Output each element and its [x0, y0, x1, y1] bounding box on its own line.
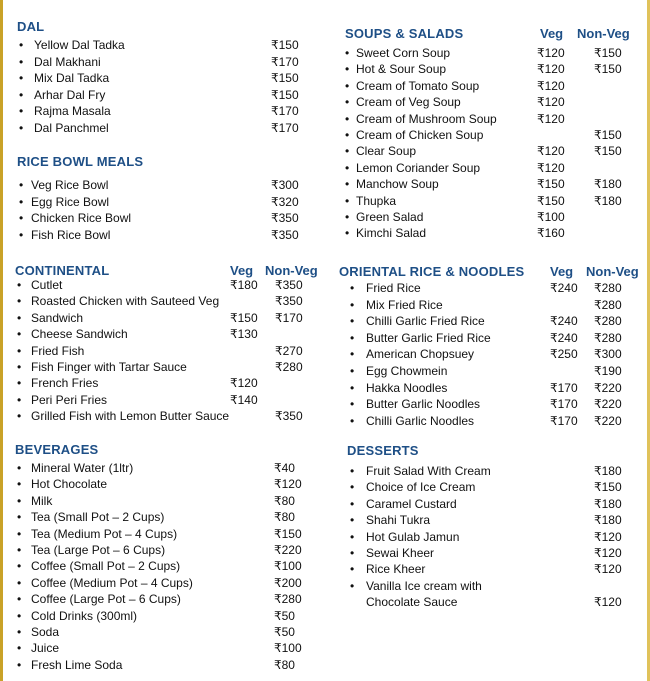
section-title: CONTINENTAL	[15, 263, 110, 278]
bullet: •	[17, 575, 22, 590]
bullet: •	[17, 461, 22, 475]
section-title: DESSERTS	[347, 443, 419, 458]
veg-price: ₹150	[537, 177, 565, 192]
veg-price: ₹150	[537, 193, 565, 208]
menu-item-price: ₹100	[274, 641, 302, 656]
menu-item-name: Tea (Large Pot – 6 Cups)	[31, 543, 166, 557]
bullet: •	[350, 364, 355, 378]
bullet: •	[350, 297, 355, 312]
veg-price: ₹180	[230, 278, 258, 292]
bullet: •	[345, 160, 350, 175]
menu-item-name: Lemon Coriander Soup	[356, 160, 481, 175]
bullet: •	[350, 480, 355, 495]
menu-item-name: Dal Panchmel	[34, 121, 109, 135]
menu-item-name: Cutlet	[31, 278, 63, 292]
bullet: •	[17, 409, 22, 424]
menu-item-price: ₹180	[594, 513, 622, 528]
veg-price: ₹240	[550, 281, 578, 295]
bullet: •	[19, 194, 24, 209]
menu-item-price: ₹50	[274, 608, 295, 623]
menu-item-price: ₹80	[274, 493, 295, 508]
bullet: •	[350, 496, 355, 511]
bullet: •	[350, 546, 355, 560]
menu-item-name: Fruit Salad With Cream	[366, 464, 491, 478]
menu-item-name: Cream of Mushroom Soup	[356, 111, 497, 126]
veg-price: ₹120	[537, 160, 565, 175]
menu-item-name: Sewai Kheer	[366, 546, 435, 560]
bullet: •	[19, 38, 24, 52]
menu-item-name: Coffee (Large Pot – 6 Cups)	[31, 592, 181, 607]
veg-price: ₹100	[537, 210, 565, 224]
menu-item-name: Coffee (Medium Pot – 4 Cups)	[31, 575, 193, 590]
menu-item-name: Clear Soup	[356, 144, 417, 159]
bullet: •	[19, 211, 24, 226]
menu-item-price: ₹120	[594, 562, 622, 577]
veg-price: ₹150	[230, 310, 258, 325]
veg-price: ₹120	[537, 144, 565, 159]
menu-item-name: Yellow Dal Tadka	[34, 38, 125, 52]
menu-item-price: ₹80	[274, 657, 295, 672]
menu-item-name: Milk	[31, 493, 53, 508]
bullet: •	[345, 46, 350, 60]
bullet: •	[17, 294, 22, 309]
bullet: •	[350, 380, 355, 395]
veg-price: ₹120	[230, 376, 258, 391]
menu-item-name: Veg Rice Bowl	[31, 178, 109, 192]
menu-item-name: Peri Peri Fries	[31, 392, 108, 407]
menu-item-name: Green Salad	[356, 210, 424, 224]
menu-item-name: Butter Garlic Noodles	[366, 397, 481, 412]
menu-item-price: ₹180	[594, 496, 622, 511]
veg-price: ₹140	[230, 392, 258, 407]
menu-item-name: American Chopsuey	[366, 347, 475, 362]
bullet: •	[350, 562, 355, 577]
menu-item-price: ₹150	[274, 526, 302, 541]
menu-item-price: ₹120	[274, 477, 302, 492]
bullet: •	[17, 392, 22, 407]
menu-item-price: ₹300	[271, 178, 299, 192]
bullet: •	[19, 178, 24, 192]
menu-item-name: Egg Rice Bowl	[31, 194, 110, 209]
bullet: •	[17, 641, 22, 656]
menu-item-price: ₹120	[594, 546, 622, 560]
menu-item-price: ₹150	[271, 38, 299, 52]
bullet: •	[350, 578, 355, 593]
menu-item-name: Choice of Ice Cream	[366, 480, 476, 495]
menu-item-name: Fried Rice	[366, 281, 421, 295]
veg-price: ₹170	[550, 380, 578, 395]
nonveg-price: ₹280	[594, 297, 622, 312]
bullet: •	[345, 128, 350, 142]
menu-item-price: ₹80	[274, 510, 295, 525]
bullet: •	[19, 71, 24, 86]
menu-item-name: Cheese Sandwich	[31, 327, 128, 342]
menu-item-price: ₹200	[274, 575, 302, 590]
bullet: •	[17, 608, 22, 623]
menu-item-name: Chocolate Sauce	[366, 595, 458, 610]
bullet: •	[350, 464, 355, 478]
menu-item-price: ₹320	[271, 194, 299, 209]
menu-item-name: Mix Fried Rice	[366, 297, 443, 312]
section-title: SOUPS & SALADS	[345, 26, 464, 41]
menu-item-price: ₹150	[271, 87, 299, 102]
menu-item-name: Sandwich	[31, 310, 84, 325]
menu-item-price: ₹120	[594, 529, 622, 544]
nonveg-price: ₹350	[275, 409, 303, 424]
bullet: •	[345, 144, 350, 159]
bullet: •	[345, 62, 350, 77]
bullet: •	[19, 104, 24, 119]
bullet: •	[17, 343, 22, 358]
nonveg-column-header: Non-Veg	[577, 26, 630, 41]
bullet: •	[350, 281, 355, 295]
menu-item-name: Cream of Veg Soup	[356, 95, 461, 110]
bullet: •	[350, 413, 355, 428]
nonveg-price: ₹150	[594, 62, 622, 77]
menu-item-price: ₹40	[274, 461, 295, 475]
veg-price: ₹170	[550, 397, 578, 412]
menu-item-price: ₹170	[271, 54, 299, 69]
menu-item-name: Soda	[31, 625, 60, 639]
nonveg-price: ₹300	[594, 347, 622, 362]
nonveg-price: ₹280	[594, 281, 622, 295]
menu-item-price: ₹150	[594, 480, 622, 495]
section-title: BEVERAGES	[15, 442, 99, 457]
section-title: DAL	[17, 19, 45, 34]
nonveg-price: ₹220	[594, 397, 622, 412]
nonveg-price: ₹280	[594, 330, 622, 345]
menu-item-name: Roasted Chicken with Sauteed Veg	[31, 294, 220, 309]
section-title: ORIENTAL RICE & NOODLES	[339, 264, 525, 279]
bullet: •	[19, 121, 24, 135]
veg-column-header: Veg	[550, 264, 574, 279]
menu-item-name: Chilli Garlic Fried Rice	[366, 314, 485, 329]
bullet: •	[345, 95, 350, 110]
accent-bar-left	[0, 0, 3, 681]
bullet: •	[17, 310, 22, 325]
nonveg-price: ₹280	[594, 314, 622, 329]
bullet: •	[350, 347, 355, 362]
menu-item-name: Mineral Water (1ltr)	[31, 461, 134, 475]
menu-item-name: Thupka	[356, 193, 397, 208]
veg-column-header: Veg	[230, 263, 254, 278]
nonveg-price: ₹150	[594, 128, 622, 142]
menu-item-price: ₹170	[271, 121, 299, 135]
veg-price: ₹120	[537, 46, 565, 60]
nonveg-column-header: Non-Veg	[265, 263, 318, 278]
menu-item-name: Tea (Small Pot – 2 Cups)	[31, 510, 165, 525]
bullet: •	[350, 513, 355, 528]
menu-item-name: Cold Drinks (300ml)	[31, 608, 138, 623]
veg-price: ₹250	[550, 347, 578, 362]
menu-item-name: Shahi Tukra	[366, 513, 431, 528]
veg-price: ₹160	[537, 226, 565, 241]
menu-item-name: Butter Garlic Fried Rice	[366, 330, 491, 345]
nonveg-price: ₹180	[594, 193, 622, 208]
nonveg-price: ₹190	[594, 364, 622, 378]
bullet: •	[17, 625, 22, 639]
menu-item-name: Hot Gulab Jamun	[366, 529, 460, 544]
menu-item-name: Tea (Medium Pot – 4 Cups)	[31, 526, 178, 541]
bullet: •	[19, 227, 24, 242]
veg-price: ₹120	[537, 78, 565, 93]
menu-item-price: ₹280	[274, 592, 302, 607]
bullet: •	[17, 657, 22, 672]
bullet: •	[350, 529, 355, 544]
veg-price: ₹120	[537, 95, 565, 110]
bullet: •	[17, 360, 22, 374]
veg-price: ₹130	[230, 327, 258, 342]
nonveg-price: ₹170	[275, 310, 303, 325]
bullet: •	[19, 87, 24, 102]
bullet: •	[350, 330, 355, 345]
menu-item-name: French Fries	[31, 376, 99, 391]
menu-item-name: Chicken Rice Bowl	[31, 211, 132, 226]
menu-item-name: Manchow Soup	[356, 177, 439, 192]
menu-item-name: Arhar Dal Fry	[34, 87, 106, 102]
nonveg-price: ₹270	[275, 343, 303, 358]
bullet: •	[345, 226, 350, 241]
menu-item-name: Cream of Tomato Soup	[356, 78, 480, 93]
nonveg-price: ₹220	[594, 380, 622, 395]
nonveg-price: ₹150	[594, 46, 622, 60]
menu-item-name: Rice Kheer	[366, 562, 426, 577]
menu-item-name: Fresh Lime Soda	[31, 657, 123, 672]
menu-item-name: Rajma Masala	[34, 104, 111, 119]
menu-item-name: Hot & Sour Soup	[356, 62, 447, 77]
bullet: •	[345, 177, 350, 192]
menu-item-price: ₹180	[594, 464, 622, 478]
nonveg-price: ₹150	[594, 144, 622, 159]
veg-price: ₹170	[550, 413, 578, 428]
nonveg-column-header: Non-Veg	[586, 264, 639, 279]
bullet: •	[350, 314, 355, 329]
menu-item-name: Hot Chocolate	[31, 477, 108, 492]
menu-item-name: Fish Rice Bowl	[31, 227, 111, 242]
menu-item-price: ₹350	[271, 227, 299, 242]
veg-price: ₹120	[537, 111, 565, 126]
bullet: •	[17, 543, 22, 557]
nonveg-price: ₹350	[275, 278, 303, 292]
menu-item-price: ₹100	[274, 559, 302, 574]
bullet: •	[17, 493, 22, 508]
bullet: •	[350, 397, 355, 412]
menu-item-name: Kimchi Salad	[356, 226, 427, 241]
section-title: RICE BOWL MEALS	[17, 154, 144, 169]
bullet: •	[17, 278, 22, 292]
menu-item-price: ₹220	[274, 543, 302, 557]
bullet: •	[17, 526, 22, 541]
veg-price: ₹240	[550, 314, 578, 329]
bullet: •	[345, 111, 350, 126]
menu-item-price: ₹350	[271, 211, 299, 226]
nonveg-price: ₹350	[275, 294, 303, 309]
menu-item-name: Sweet Corn Soup	[356, 46, 451, 60]
menu-item-name: Mix Dal Tadka	[34, 71, 110, 86]
bullet: •	[17, 510, 22, 525]
menu-item-name: Caramel Custard	[366, 496, 457, 511]
bullet: •	[17, 376, 22, 391]
bullet: •	[345, 210, 350, 224]
nonveg-price: ₹220	[594, 413, 622, 428]
menu-item-price: ₹150	[271, 71, 299, 86]
menu-item-name: Juice	[31, 641, 60, 656]
menu-item-name: Egg Chowmein	[366, 364, 448, 378]
menu-item-name: Hakka Noodles	[366, 380, 448, 395]
veg-price: ₹120	[537, 62, 565, 77]
bullet: •	[345, 78, 350, 93]
menu-item-name: Cream of Chicken Soup	[356, 128, 484, 142]
menu-item-name: Chilli Garlic Noodles	[366, 413, 475, 428]
bullet: •	[17, 592, 22, 607]
nonveg-price: ₹180	[594, 177, 622, 192]
veg-column-header: Veg	[540, 26, 564, 41]
menu-item-name: Coffee (Small Pot – 2 Cups)	[31, 559, 181, 574]
nonveg-price: ₹280	[275, 360, 303, 374]
veg-price: ₹240	[550, 330, 578, 345]
bullet: •	[345, 193, 350, 208]
menu-item-price: ₹170	[271, 104, 299, 119]
bullet: •	[19, 54, 24, 69]
bullet: •	[17, 477, 22, 492]
menu-item-name: Dal Makhani	[34, 54, 101, 69]
menu-item-price: ₹50	[274, 625, 295, 639]
menu-item-price: ₹120	[594, 595, 622, 610]
menu-item-name: Vanilla Ice cream with	[366, 578, 482, 593]
bullet: •	[17, 559, 22, 574]
menu-item-name: Fish Finger with Tartar Sauce	[31, 360, 187, 374]
bullet: •	[17, 327, 22, 342]
menu-item-name: Grilled Fish with Lemon Butter Sauce	[31, 409, 230, 424]
menu-item-name: Fried Fish	[31, 343, 85, 358]
